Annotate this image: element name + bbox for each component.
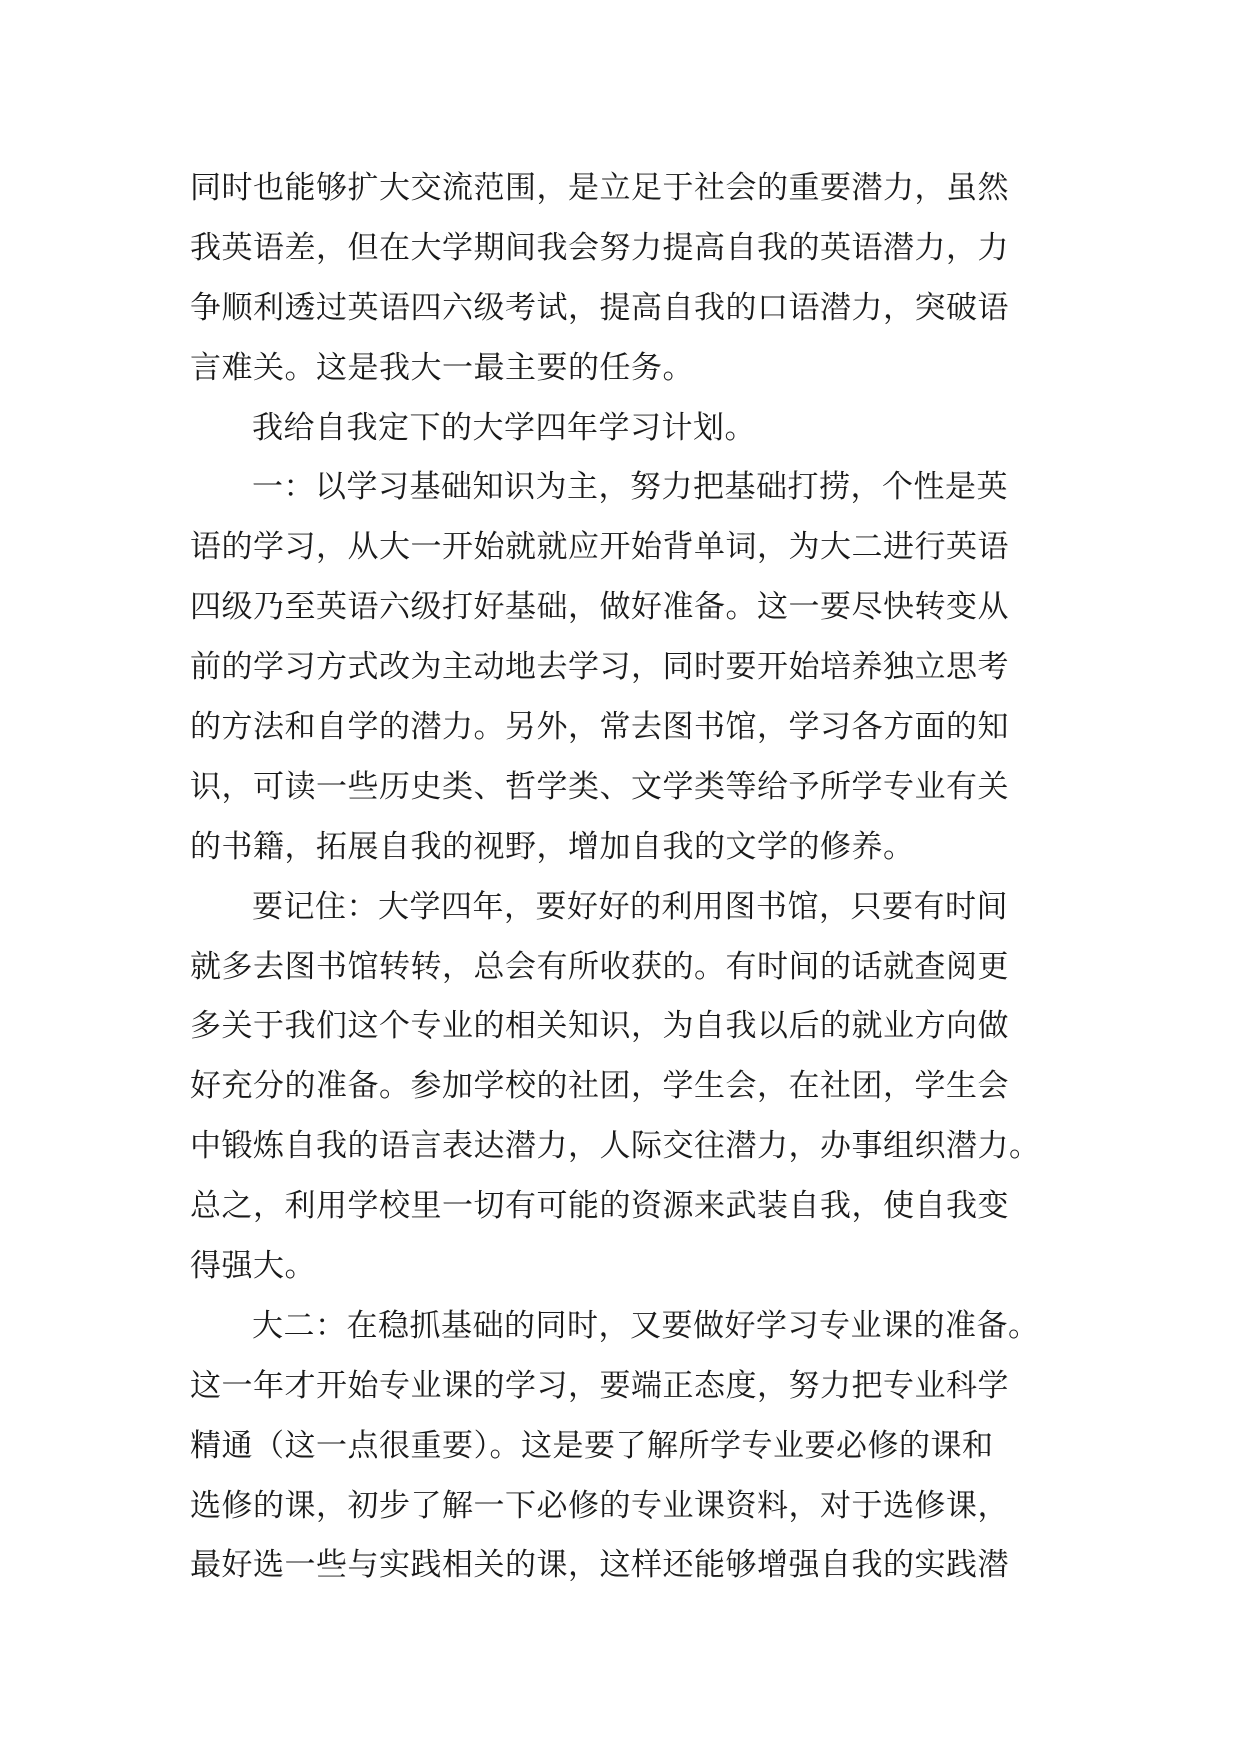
- text-line: 四级乃至英语六级打好基础，做好准备。这一要尽快转变从: [190, 589, 1009, 626]
- text-line: 识，可读一些历史类、哲学类、文学类等给予所学专业有关: [190, 768, 1009, 805]
- text-line: 争顺利透过英语四六级考试，提高自我的口语潜力，突破语: [190, 289, 1009, 326]
- text-line: 精通（这一点很重要）。这是要了解所学专业要必修的课和: [190, 1427, 994, 1464]
- text-line: 言难关。这是我大一最主要的任务。: [190, 349, 694, 386]
- text-line: 选修的课，初步了解一下必修的专业课资料，对于选修课，: [190, 1487, 1009, 1524]
- paragraph-start-line: 要记住：大学四年，要好好的利用图书馆，只要有时间: [252, 888, 1008, 925]
- text-line: 的书籍，拓展自我的视野，增加自我的文学的修养。: [190, 828, 915, 865]
- text-line: 中锻炼自我的语言表达潜力，人际交往潜力，办事组织潜力。: [190, 1128, 1041, 1165]
- text-line: 同时也能够扩大交流范围，是立足于社会的重要潜力，虽然: [190, 170, 1009, 206]
- text-line: 总之，利用学校里一切有可能的资源来武装自我，使自我变: [190, 1188, 1009, 1225]
- text-line: 得强大。: [190, 1248, 316, 1285]
- text-line: 的方法和自学的潜力。另外，常去图书馆，学习各方面的知: [190, 709, 1009, 746]
- paragraph-start-line: 一：以学习基础知识为主，努力把基础打捞，个性是英: [252, 469, 1008, 506]
- text-line: 好充分的准备。参加学校的社团，学生会，在社团，学生会: [190, 1068, 1009, 1105]
- text-line: 多关于我们这个专业的相关知识，为自我以后的就业方向做: [190, 1008, 1009, 1045]
- paragraph-start-line: 大二：在稳抓基础的同时，又要做好学习专业课的准备。: [252, 1307, 1040, 1344]
- text-line: 语的学习，从大一开始就就应开始背单词，为大二进行英语: [190, 529, 1009, 566]
- text-line: 最好选一些与实践相关的课，这样还能够增强自我的实践潜: [190, 1547, 1009, 1584]
- text-line: 前的学习方式改为主动地去学习，同时要开始培养独立思考: [190, 649, 1009, 686]
- text-line: 这一年才开始专业课的学习，要端正态度，努力把专业科学: [190, 1367, 1009, 1404]
- paragraph-start-line: 我给自我定下的大学四年学习计划。: [252, 409, 756, 446]
- text-line: 就多去图书馆转转，总会有所收获的。有时间的话就查阅更: [190, 948, 1009, 985]
- text-line: 我英语差，但在大学期间我会努力提高自我的英语潜力，力: [190, 229, 1009, 266]
- body-text: [190, 159, 1050, 1596]
